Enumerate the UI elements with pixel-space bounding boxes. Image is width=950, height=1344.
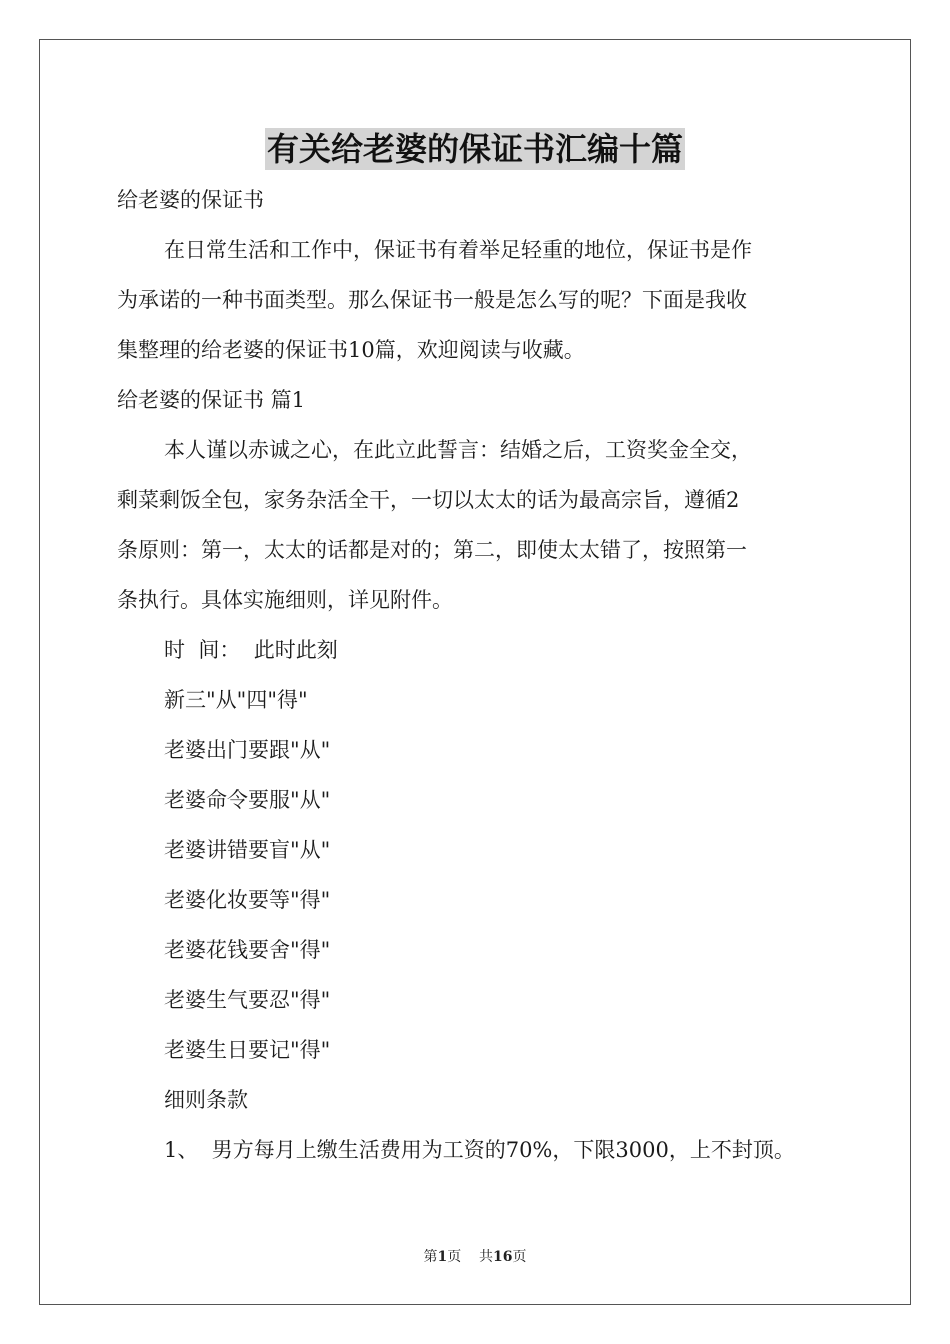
time-line: 时 间： 此时此刻 bbox=[164, 638, 338, 662]
document-title: 有关给老婆的保证书汇编十篇 bbox=[266, 130, 683, 168]
rule-item: 老婆命令要服"从" bbox=[164, 788, 331, 812]
footer-prefix: 第 bbox=[423, 1249, 438, 1265]
rule-item: 老婆生气要忍"得" bbox=[164, 988, 331, 1012]
rule-item: 老婆讲错要盲"从" bbox=[164, 838, 331, 862]
section1-line: 条执行。具体实施细则，详见附件。 bbox=[117, 588, 453, 612]
footer-current-page: 1 bbox=[437, 1249, 448, 1265]
rule-item: 老婆生日要记"得" bbox=[164, 1038, 331, 1062]
details-heading: 细则条款 bbox=[164, 1088, 248, 1112]
section1-line: 剩菜剩饭全包，家务杂活全干，一切以太太的话为最高宗旨，遵循2 bbox=[117, 488, 740, 512]
intro-line: 在日常生活和工作中，保证书有着举足轻重的地位，保证书是作 bbox=[164, 238, 752, 262]
title-container bbox=[0, 128, 950, 170]
document-body bbox=[117, 175, 841, 1175]
footer-total-pages: 16 bbox=[493, 1249, 513, 1265]
section-heading: 给老婆的保证书 篇1 bbox=[117, 388, 306, 412]
section1-line: 条原则：第一，太太的话都是对的；第二，即使太太错了，按照第一 bbox=[117, 538, 747, 562]
intro-line: 为承诺的一种书面类型。那么保证书一般是怎么写的呢？下面是我收 bbox=[117, 288, 747, 312]
rule-item: 老婆出门要跟"从" bbox=[164, 738, 331, 762]
intro-heading: 给老婆的保证书 bbox=[117, 188, 264, 212]
clause-item: 1、 男方每月上缴生活费用为工资的70%，下限3000，上不封顶。 bbox=[164, 1138, 795, 1162]
footer-suffix: 页 bbox=[512, 1249, 527, 1265]
rule-item: 老婆化妆要等"得" bbox=[164, 888, 331, 912]
section1-line: 本人谨以赤诚之心，在此立此誓言：结婚之后，工资奖金全交， bbox=[164, 438, 752, 462]
page-footer bbox=[0, 1246, 950, 1266]
rules-title: 新三"从"四"得" bbox=[164, 688, 308, 712]
footer-mid: 页 共 bbox=[447, 1249, 494, 1265]
rule-item: 老婆花钱要舍"得" bbox=[164, 938, 331, 962]
intro-line: 集整理的给老婆的保证书10篇，欢迎阅读与收藏。 bbox=[117, 338, 585, 362]
section1-paragraph bbox=[117, 425, 841, 625]
intro-paragraph bbox=[117, 225, 841, 375]
